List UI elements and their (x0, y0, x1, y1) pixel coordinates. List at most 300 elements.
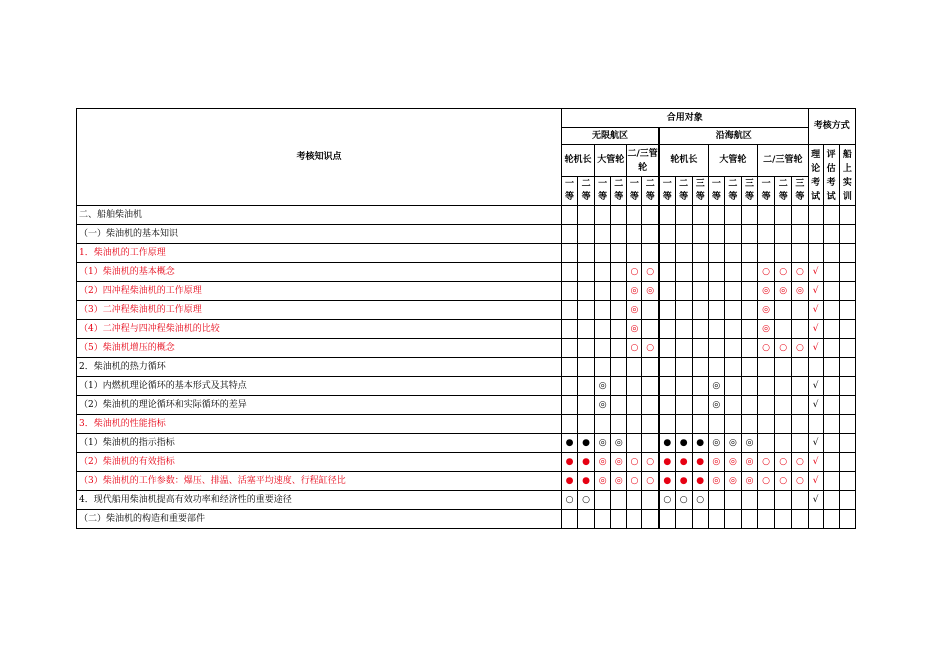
requirement-cell: ◎ (611, 434, 627, 453)
requirement-cell: ◎ (708, 472, 724, 491)
requirement-cell (659, 244, 675, 263)
requirement-cell (659, 263, 675, 282)
requirement-cell (578, 244, 595, 263)
requirement-cell (724, 263, 741, 282)
requirement-cell (692, 320, 708, 339)
requirement-cell (792, 491, 808, 510)
requirement-cell: ● (578, 453, 595, 472)
requirement-cell (627, 415, 642, 434)
requirement-cell (611, 396, 627, 415)
shipboard-training-cell (839, 225, 855, 244)
shipboard-training-cell (839, 415, 855, 434)
knowledge-table-wrapper (76, 108, 856, 529)
requirement-cell (775, 491, 792, 510)
coastal-third-engineer-header: 二/三管轮 (758, 145, 809, 177)
theory-exam-check: √ (808, 263, 823, 282)
requirement-cell (675, 339, 692, 358)
requirement-cell (724, 301, 741, 320)
coastal-area-header: 沿海航区 (659, 128, 808, 145)
requirement-cell: ○ (659, 491, 675, 510)
requirement-cell (627, 396, 642, 415)
requirement-cell (675, 415, 692, 434)
requirement-cell (708, 320, 724, 339)
requirement-cell: ◎ (595, 434, 611, 453)
requirement-cell: ● (675, 434, 692, 453)
requirement-cell (675, 244, 692, 263)
shipboard-training-cell (839, 396, 855, 415)
shipboard-training-cell (839, 339, 855, 358)
requirement-cell: ◎ (611, 472, 627, 491)
requirement-cell (561, 339, 577, 358)
theory-exam-check (808, 225, 823, 244)
requirement-cell (642, 244, 659, 263)
grade-header: 一等 (627, 177, 642, 206)
requirement-cell (642, 396, 659, 415)
requirement-cell: ◎ (758, 320, 775, 339)
knowledge-point-header: 考核知识点 (77, 109, 562, 206)
evaluation-exam-cell (823, 301, 839, 320)
requirement-cell (775, 415, 792, 434)
knowledge-point-label: （二）柴油机的构造和重要部件 (77, 510, 562, 529)
requirement-cell (611, 206, 627, 225)
requirement-cell: ● (561, 453, 577, 472)
requirement-cell (659, 377, 675, 396)
requirement-cell (642, 320, 659, 339)
requirement-cell (611, 415, 627, 434)
shipboard-training-cell (839, 301, 855, 320)
requirement-cell (561, 415, 577, 434)
unlimited-second-engineer-header: 大管轮 (595, 145, 627, 177)
requirement-cell: ○ (792, 339, 808, 358)
table-row (77, 320, 856, 339)
shipboard-training-header: 船上实训 (839, 145, 855, 206)
requirement-cell: ◎ (708, 453, 724, 472)
requirement-cell (724, 339, 741, 358)
requirement-cell (642, 491, 659, 510)
requirement-cell (642, 415, 659, 434)
table-row (77, 434, 856, 453)
theory-exam-check (808, 358, 823, 377)
evaluation-exam-cell (823, 244, 839, 263)
requirement-cell (561, 301, 577, 320)
requirement-cell (675, 377, 692, 396)
requirement-cell: ● (561, 434, 577, 453)
requirement-cell (659, 415, 675, 434)
requirement-cell (659, 339, 675, 358)
requirement-cell (595, 206, 611, 225)
requirement-cell (792, 320, 808, 339)
requirement-cell (595, 491, 611, 510)
grade-header: 三等 (741, 177, 757, 206)
requirement-cell: ◎ (595, 472, 611, 491)
knowledge-point-label: （4）二冲程与四冲程柴油机的比较 (77, 320, 562, 339)
theory-exam-check: √ (808, 396, 823, 415)
requirement-cell: ● (578, 434, 595, 453)
evaluation-exam-cell (823, 510, 839, 529)
requirement-cell (561, 225, 577, 244)
requirement-cell: ◎ (741, 472, 757, 491)
requirement-cell (627, 377, 642, 396)
requirement-cell (595, 510, 611, 529)
evaluation-exam-cell (823, 339, 839, 358)
requirement-cell: ◎ (792, 282, 808, 301)
requirement-cell (692, 244, 708, 263)
requirement-cell (578, 206, 595, 225)
requirement-cell (642, 377, 659, 396)
requirement-cell (611, 320, 627, 339)
requirement-cell: ◎ (595, 453, 611, 472)
table-row (77, 225, 856, 244)
requirement-cell: ○ (692, 491, 708, 510)
requirement-cell: ○ (775, 339, 792, 358)
grade-header: 一等 (561, 177, 577, 206)
table-row (77, 396, 856, 415)
requirement-cell (775, 206, 792, 225)
requirement-cell (692, 206, 708, 225)
requirement-cell (692, 377, 708, 396)
theory-exam-header: 理论考试 (808, 145, 823, 206)
requirement-cell (741, 358, 757, 377)
requirement-cell (578, 301, 595, 320)
requirement-cell (642, 301, 659, 320)
theory-exam-check: √ (808, 491, 823, 510)
requirement-cell (611, 282, 627, 301)
requirement-cell (595, 358, 611, 377)
table-row (77, 301, 856, 320)
coastal-second-engineer-header: 大管轮 (708, 145, 757, 177)
shipboard-training-cell (839, 244, 855, 263)
evaluation-exam-cell (823, 377, 839, 396)
requirement-cell: ◎ (758, 282, 775, 301)
requirement-cell (561, 244, 577, 263)
requirement-cell: ● (692, 453, 708, 472)
requirement-cell (642, 358, 659, 377)
theory-exam-check: √ (808, 472, 823, 491)
requirement-cell: ● (561, 472, 577, 491)
table-row (77, 472, 856, 491)
shipboard-training-cell (839, 377, 855, 396)
requirement-cell (659, 225, 675, 244)
grade-header: 一等 (659, 177, 675, 206)
requirement-cell (741, 339, 757, 358)
requirement-cell (642, 206, 659, 225)
requirement-cell (792, 244, 808, 263)
requirement-cell (578, 320, 595, 339)
requirement-cell (675, 206, 692, 225)
requirement-cell (741, 301, 757, 320)
requirement-cell (627, 434, 642, 453)
requirement-cell: ◎ (741, 453, 757, 472)
assessment-method-header: 考核方式 (808, 109, 855, 145)
requirement-cell: ○ (775, 263, 792, 282)
requirement-cell (758, 396, 775, 415)
knowledge-point-label: （3）柴油机的工作参数：爆压、排温、活塞平均速度、行程缸径比 (77, 472, 562, 491)
requirement-cell (792, 225, 808, 244)
theory-exam-check (808, 206, 823, 225)
requirement-cell (724, 415, 741, 434)
requirement-cell (659, 301, 675, 320)
requirement-cell (741, 320, 757, 339)
requirement-cell (708, 263, 724, 282)
requirement-cell (758, 377, 775, 396)
evaluation-exam-cell (823, 472, 839, 491)
table-row (77, 453, 856, 472)
table-row (77, 358, 856, 377)
requirement-cell (611, 510, 627, 529)
requirement-cell (578, 339, 595, 358)
requirement-cell (578, 396, 595, 415)
requirement-cell (708, 225, 724, 244)
requirement-cell: ◎ (775, 282, 792, 301)
knowledge-point-label: （3）二冲程柴油机的工作原理 (77, 301, 562, 320)
evaluation-exam-cell (823, 358, 839, 377)
requirement-cell (692, 358, 708, 377)
theory-exam-check: √ (808, 377, 823, 396)
requirement-cell (692, 396, 708, 415)
evaluation-exam-cell (823, 282, 839, 301)
requirement-cell (758, 491, 775, 510)
shipboard-training-cell (839, 282, 855, 301)
requirement-cell (578, 358, 595, 377)
requirement-cell (578, 510, 595, 529)
requirement-cell (675, 358, 692, 377)
requirement-cell: ● (675, 453, 692, 472)
requirement-cell (675, 225, 692, 244)
requirement-cell: ○ (642, 263, 659, 282)
requirement-cell (741, 510, 757, 529)
requirement-cell (792, 396, 808, 415)
requirement-cell: ○ (792, 472, 808, 491)
knowledge-point-label: （1）柴油机的指示指标 (77, 434, 562, 453)
requirement-cell: ○ (642, 472, 659, 491)
knowledge-point-label: （2）四冲程柴油机的工作原理 (77, 282, 562, 301)
requirement-cell: ● (692, 472, 708, 491)
requirement-cell (659, 320, 675, 339)
requirement-cell: ○ (758, 453, 775, 472)
requirement-cell: ● (692, 434, 708, 453)
requirement-cell (708, 301, 724, 320)
requirement-cell: ● (659, 472, 675, 491)
unlimited-area-header: 无限航区 (561, 128, 659, 145)
knowledge-point-label: （5）柴油机增压的概念 (77, 339, 562, 358)
theory-exam-check: √ (808, 301, 823, 320)
requirement-cell (708, 510, 724, 529)
requirement-cell (792, 206, 808, 225)
requirement-cell (758, 358, 775, 377)
requirement-cell (775, 301, 792, 320)
table-row (77, 415, 856, 434)
requirement-cell: ○ (627, 453, 642, 472)
requirement-cell (758, 206, 775, 225)
grade-header: 二等 (578, 177, 595, 206)
requirement-cell (578, 377, 595, 396)
shipboard-training-cell (839, 206, 855, 225)
grade-header: 二等 (775, 177, 792, 206)
requirement-cell: ◎ (627, 320, 642, 339)
requirement-cell (692, 301, 708, 320)
requirement-cell (659, 206, 675, 225)
grade-header: 二等 (611, 177, 627, 206)
requirement-cell (724, 358, 741, 377)
requirement-cell: ◎ (741, 434, 757, 453)
requirement-cell: ○ (561, 491, 577, 510)
requirement-cell (692, 263, 708, 282)
requirement-cell: ◎ (642, 282, 659, 301)
requirement-cell (692, 282, 708, 301)
requirement-cell: ◎ (627, 282, 642, 301)
requirement-cell: ○ (642, 453, 659, 472)
unlimited-third-engineer-header: 二/三管轮 (627, 145, 659, 177)
shipboard-training-cell (839, 320, 855, 339)
requirement-cell (627, 244, 642, 263)
grade-header: 一等 (708, 177, 724, 206)
grade-header: 一等 (595, 177, 611, 206)
requirement-cell (595, 244, 611, 263)
requirement-cell (675, 396, 692, 415)
requirement-cell (775, 320, 792, 339)
theory-exam-check: √ (808, 320, 823, 339)
requirement-cell (642, 510, 659, 529)
requirement-cell (611, 377, 627, 396)
evaluation-exam-cell (823, 434, 839, 453)
evaluation-exam-cell (823, 206, 839, 225)
requirement-cell: ○ (578, 491, 595, 510)
theory-exam-check: √ (808, 339, 823, 358)
requirement-cell (758, 434, 775, 453)
requirement-cell (724, 206, 741, 225)
knowledge-point-label: （1）内燃机理论循环的基本形式及其特点 (77, 377, 562, 396)
requirement-cell (659, 396, 675, 415)
requirement-cell (627, 510, 642, 529)
requirement-cell (724, 244, 741, 263)
requirement-cell (792, 358, 808, 377)
evaluation-exam-cell (823, 491, 839, 510)
evaluation-exam-cell (823, 263, 839, 282)
grade-header: 三等 (692, 177, 708, 206)
grade-header: 二等 (642, 177, 659, 206)
requirement-cell (627, 491, 642, 510)
knowledge-point-label: （2）柴油机的有效指标 (77, 453, 562, 472)
evaluation-exam-cell (823, 320, 839, 339)
requirement-cell: ○ (627, 263, 642, 282)
requirement-cell (741, 206, 757, 225)
requirement-cell (561, 263, 577, 282)
requirement-cell: ◎ (724, 434, 741, 453)
requirement-cell: ◎ (758, 301, 775, 320)
requirement-cell (724, 320, 741, 339)
shipboard-training-cell (839, 491, 855, 510)
theory-exam-check (808, 244, 823, 263)
requirement-cell (741, 415, 757, 434)
requirement-cell: ◎ (611, 453, 627, 472)
requirement-cell (775, 358, 792, 377)
requirement-cell (741, 244, 757, 263)
requirement-cell (627, 358, 642, 377)
requirement-cell (611, 358, 627, 377)
knowledge-point-label: （1）柴油机的基本概念 (77, 263, 562, 282)
shipboard-training-cell (839, 472, 855, 491)
knowledge-point-label: 1．柴油机的工作原理 (77, 244, 562, 263)
requirement-cell: ○ (627, 472, 642, 491)
requirement-cell (792, 510, 808, 529)
grade-header: 三等 (792, 177, 808, 206)
requirement-cell (675, 320, 692, 339)
grade-header: 二等 (675, 177, 692, 206)
requirement-cell (724, 510, 741, 529)
requirement-cell (741, 377, 757, 396)
requirement-cell (708, 282, 724, 301)
requirement-cell (758, 510, 775, 529)
table-row (77, 510, 856, 529)
theory-exam-check (808, 415, 823, 434)
requirement-cell (775, 396, 792, 415)
requirement-cell (692, 510, 708, 529)
assessment-table (76, 108, 856, 529)
requirement-cell (741, 282, 757, 301)
theory-exam-check: √ (808, 453, 823, 472)
theory-exam-check: √ (808, 434, 823, 453)
requirement-cell: ◎ (724, 472, 741, 491)
coastal-chief-engineer-header: 轮机长 (659, 145, 708, 177)
requirement-cell (775, 377, 792, 396)
requirement-cell: ◎ (724, 453, 741, 472)
requirement-cell (611, 491, 627, 510)
requirement-cell (578, 415, 595, 434)
requirement-cell (611, 339, 627, 358)
requirement-cell (642, 434, 659, 453)
requirement-cell (611, 301, 627, 320)
requirement-cell (775, 244, 792, 263)
requirement-cell (741, 225, 757, 244)
requirement-cell (775, 510, 792, 529)
requirement-cell (595, 263, 611, 282)
evaluation-exam-cell (823, 453, 839, 472)
requirement-cell (561, 396, 577, 415)
requirement-cell: ○ (775, 472, 792, 491)
requirement-cell (741, 263, 757, 282)
requirement-cell (692, 415, 708, 434)
shipboard-training-cell (839, 263, 855, 282)
shipboard-training-cell (839, 434, 855, 453)
grade-header: 一等 (758, 177, 775, 206)
requirement-cell: ○ (775, 453, 792, 472)
requirement-cell (611, 225, 627, 244)
requirement-cell (659, 282, 675, 301)
requirement-cell (708, 244, 724, 263)
requirement-cell (611, 263, 627, 282)
evaluation-exam-cell (823, 396, 839, 415)
requirement-cell (561, 320, 577, 339)
knowledge-point-label: 3．柴油机的性能指标 (77, 415, 562, 434)
grade-header: 二等 (724, 177, 741, 206)
knowledge-point-label: （一）柴油机的基本知识 (77, 225, 562, 244)
requirement-cell (724, 377, 741, 396)
table-row (77, 244, 856, 263)
requirement-cell (792, 415, 808, 434)
requirement-cell (741, 491, 757, 510)
requirement-cell (758, 415, 775, 434)
requirement-cell: ○ (758, 263, 775, 282)
knowledge-point-label: 二、船舶柴油机 (77, 206, 562, 225)
requirement-cell (792, 377, 808, 396)
requirement-cell (775, 434, 792, 453)
requirement-cell (692, 225, 708, 244)
requirement-cell (627, 206, 642, 225)
knowledge-point-label: 2．柴油机的热力循环 (77, 358, 562, 377)
requirement-cell (724, 396, 741, 415)
requirement-cell (627, 225, 642, 244)
requirement-cell (595, 415, 611, 434)
